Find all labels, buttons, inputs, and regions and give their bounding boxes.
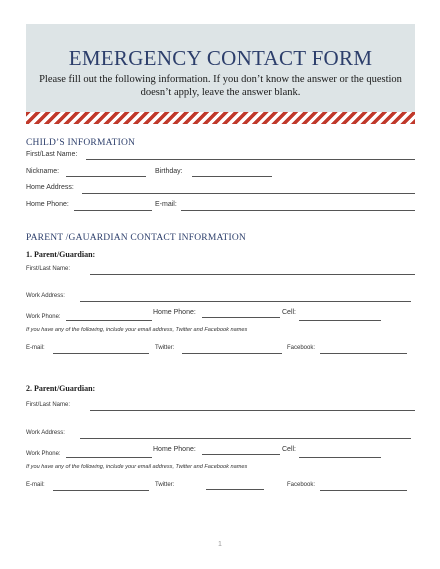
guardian-1-email-label: E-mail: [26, 345, 45, 351]
guardian-2-name-field[interactable] [90, 410, 415, 411]
guardian-2-work-address-field[interactable] [80, 438, 411, 439]
guardian-1-cell-field[interactable] [299, 320, 381, 321]
guardian-1-twitter-field[interactable] [182, 353, 282, 354]
guardian-1-home-phone-field[interactable] [202, 317, 280, 318]
guardian-1-email-field[interactable] [53, 353, 149, 354]
guardian-1-work-address-field[interactable] [80, 301, 411, 302]
guardian-1-work-phone-field[interactable] [66, 320, 152, 321]
parent-section-heading: PARENT /GAUARDIAN CONTACT INFORMATION [26, 233, 246, 243]
guardian-1-work-phone-label: Work Phone: [26, 314, 61, 320]
guardian-1-name-field[interactable] [90, 274, 415, 275]
page-number: 1 [218, 541, 222, 548]
guardian-1-facebook-label: Facebook: [287, 345, 316, 351]
guardian-1-home-phone-label: Home Phone: [153, 309, 196, 316]
guardian-1-facebook-field[interactable] [320, 353, 407, 354]
guardian-2-cell-field[interactable] [299, 457, 381, 458]
guardian-2-facebook-field[interactable] [320, 490, 407, 491]
guardian-2-social-note: If you have any of the following, include your email address, Twitter and Facebook names [26, 464, 248, 470]
guardian-1-social-note: If you have any of the following, include your email address, Twitter and Facebook names [26, 327, 248, 333]
child-nickname-field[interactable] [66, 176, 146, 177]
form-header [26, 24, 415, 112]
child-email-label: E-mail: [155, 201, 177, 208]
guardian-2-facebook-label: Facebook: [287, 482, 316, 488]
child-nickname-label: Nickname: [26, 168, 60, 175]
child-email-field[interactable] [181, 210, 415, 211]
child-birthday-label: Birthday: [155, 168, 183, 175]
child-name-label: First/Last Name: [26, 151, 78, 158]
child-address-label: Home Address: [26, 184, 74, 191]
guardian-1-twitter-label: Twitter: [155, 345, 175, 351]
guardian-2-home-phone-label: Home Phone: [153, 446, 196, 453]
guardian-1-work-address-label: Work Address: [26, 293, 65, 299]
guardian-2-home-phone-field[interactable] [202, 454, 280, 455]
guardian-2-cell-label: Cell: [282, 446, 297, 453]
child-birthday-field[interactable] [192, 176, 272, 177]
form-title: EMERGENCY CONTACT FORM [68, 46, 373, 70]
child-phone-field[interactable] [74, 210, 152, 211]
child-phone-label: Home Phone: [26, 201, 69, 208]
guardian-2-twitter-field[interactable] [206, 489, 264, 490]
guardian-2-title: 2. Parent/Guardian: [26, 384, 96, 393]
child-section-heading: CHILD’S INFORMATION [26, 138, 136, 148]
guardian-2-work-phone-label: Work Phone: [26, 451, 61, 457]
guardian-1-name-label: First/Last Name: [26, 266, 71, 272]
guardian-1-title: 1. Parent/Guardian: [26, 250, 96, 259]
child-name-field[interactable] [86, 159, 415, 160]
guardian-2-twitter-label: Twitter: [155, 482, 175, 488]
guardian-2-work-address-label: Work Address: [26, 430, 65, 436]
child-address-field[interactable] [82, 193, 415, 194]
guardian-2-email-field[interactable] [53, 490, 149, 491]
guardian-1-cell-label: Cell: [282, 309, 297, 316]
guardian-2-name-label: First/Last Name: [26, 402, 71, 408]
guardian-2-work-phone-field[interactable] [66, 457, 152, 458]
decorative-stripe [26, 112, 415, 124]
form-instructions: Please fill out the following information. If you don’t know the answer or the question doesn’t apply, leave the answer blank. [39, 74, 402, 98]
guardian-2-email-label: E-mail: [26, 482, 45, 488]
